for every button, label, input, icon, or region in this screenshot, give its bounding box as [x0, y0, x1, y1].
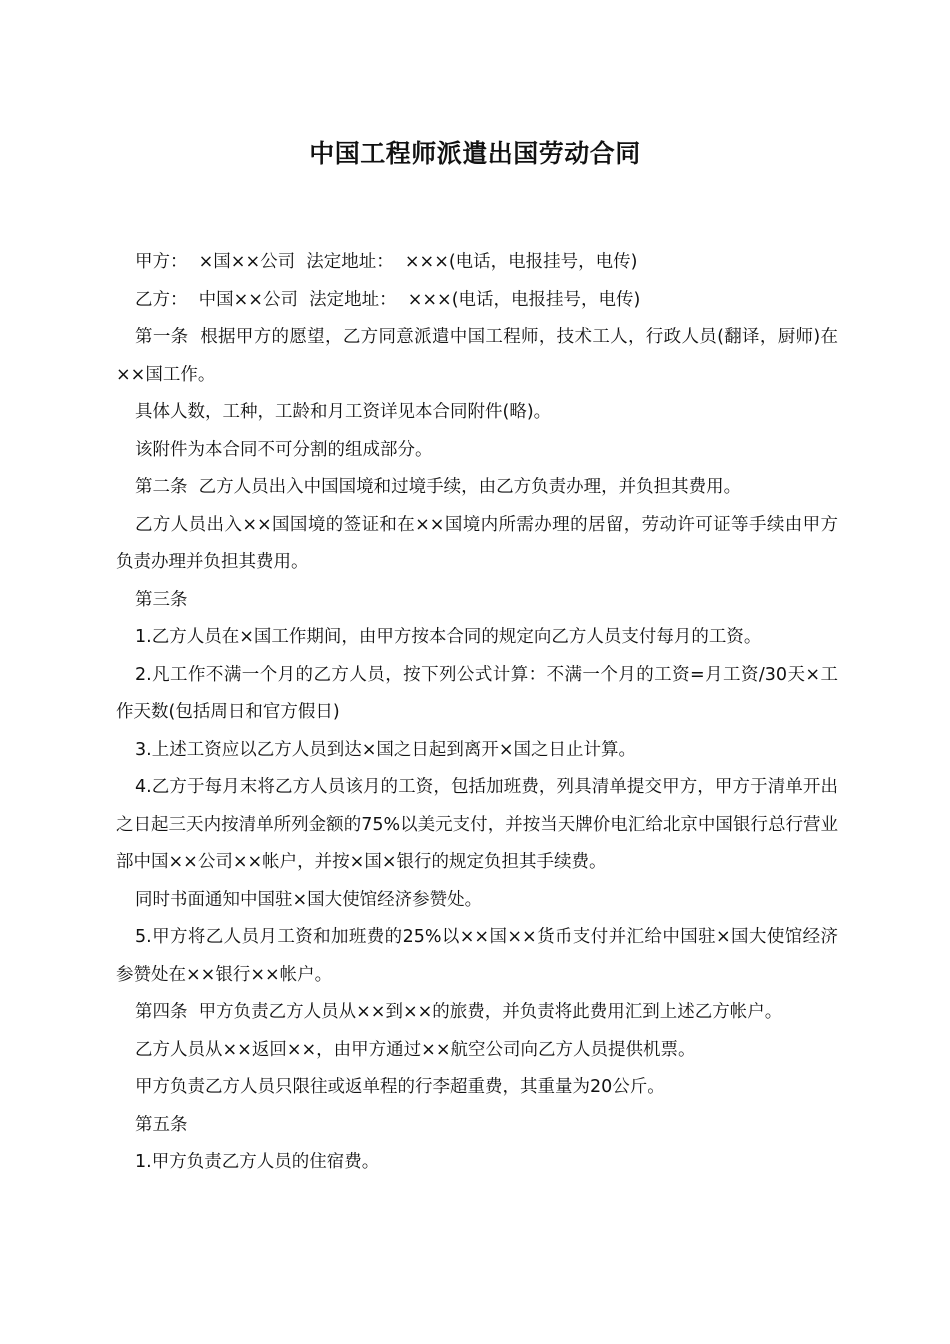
paragraph: 1.甲方负责乙方人员的住宿费。: [135, 1152, 380, 1172]
paragraph: 5.甲方将乙人员月工资和加班费的25%以××国××货币支付并汇给中国驻×国大使馆经济参赞处在××银行××帐户。: [116, 927, 838, 985]
paragraph: 乙方人员从××返回××，由甲方通过××航空公司向乙方人员提供机票。: [135, 1039, 696, 1060]
paragraph-article-5: 第五条: [135, 1114, 188, 1135]
paragraph-party-a: 甲方： ×国××公司 法定地址： ×××(电话，电报挂号，电传): [135, 252, 638, 272]
paragraph: 4.乙方于每月末将乙方人员该月的工资，包括加班费，列具清单提交甲方，甲方于清单开出之日起三天内按清单所列金额的75%以美元支付，并按当天牌价电汇给北京中国银行总行营业部中国××公司××帐户，并按×国×银行的规定负担其手续费。: [116, 777, 838, 872]
paragraph: 具体人数，工种，工龄和月工资详见本合同附件(略)。: [135, 402, 552, 422]
paragraph: 乙方人员出入××国国境的签证和在××国境内所需办理的居留，劳动许可证等手续由甲方负责办理并负担其费用。: [116, 514, 838, 572]
document-body: [116, 244, 838, 1182]
paragraph: 该附件为本合同不可分割的组成部分。: [135, 439, 433, 460]
paragraph-article-3: 第三条: [135, 589, 188, 610]
paragraph: 同时书面通知中国驻×国大使馆经济参赞处。: [135, 889, 483, 910]
paragraph: 2.凡工作不满一个月的乙方人员，按下列公式计算：不满一个月的工资=月工资/30天×工作天数(包括周日和官方假日): [116, 664, 838, 722]
paragraph-article-2: 第二条 乙方人员出入中国国境和过境手续，由乙方负责办理，并负担其费用。: [135, 477, 742, 497]
paragraph-party-b: 乙方： 中国××公司 法定地址： ×××(电话，电报挂号，电传): [135, 289, 641, 310]
paragraph: 1.乙方人员在×国工作期间，由甲方按本合同的规定向乙方人员支付每月的工资。: [135, 627, 762, 647]
document-title: 中国工程师派遣出国劳动合同: [309, 139, 641, 168]
paragraph-article-1: 第一条 根据甲方的愿望，乙方同意派遣中国工程师，技术工人，行政人员(翻译，厨师)在××国工作。: [116, 327, 838, 385]
paragraph-article-4: 第四条 甲方负责乙方人员从××到××的旅费，并负责将此费用汇到上述乙方帐户。: [135, 1002, 783, 1022]
paragraph: 甲方负责乙方人员只限往或返单程的行李超重费，其重量为20公斤。: [135, 1077, 665, 1097]
paragraph: 3.上述工资应以乙方人员到达×国之日起到离开×国之日止计算。: [135, 739, 637, 760]
